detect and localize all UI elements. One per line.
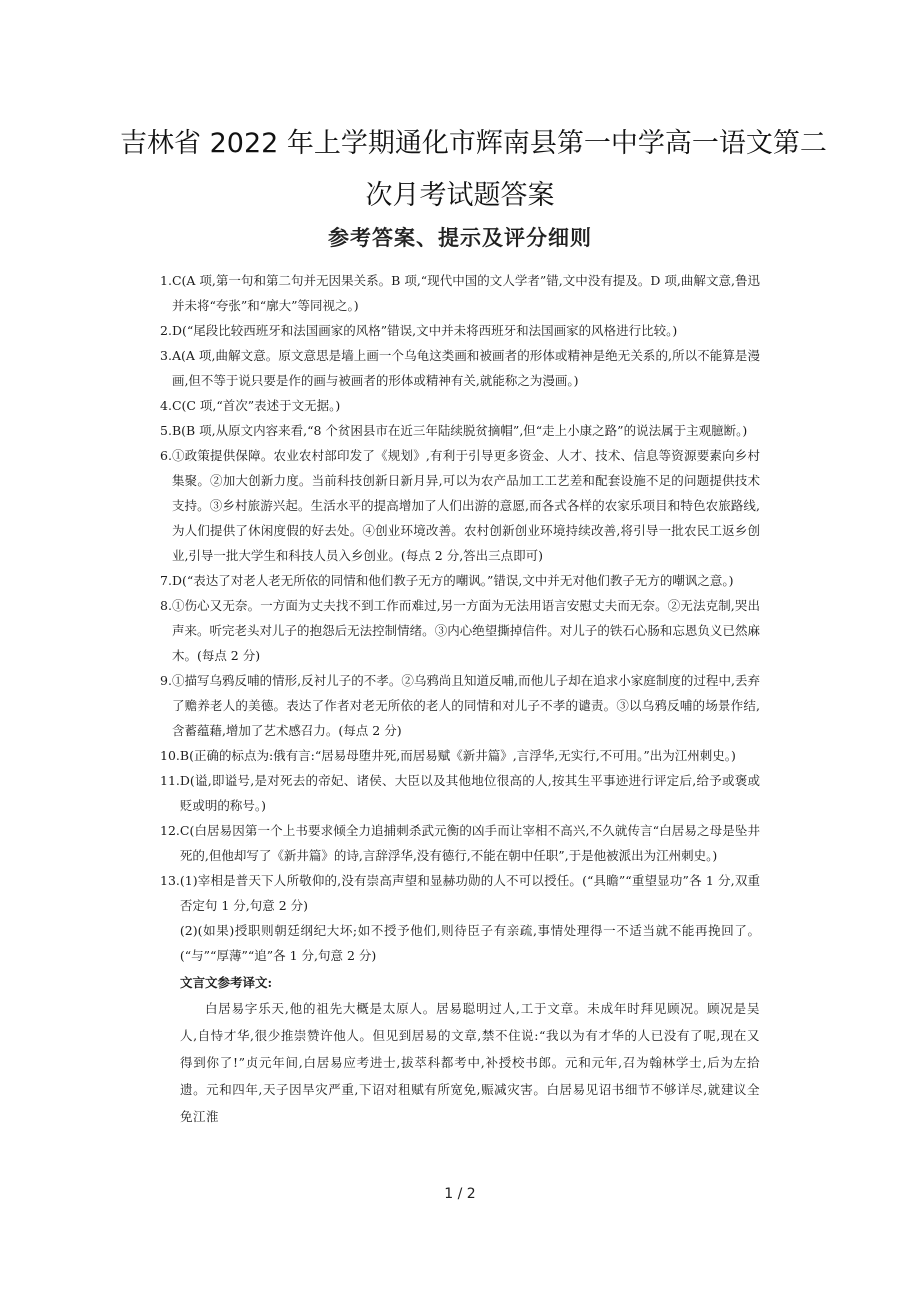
answer-13-part-1: (1)宰相是普天下人所敬仰的,没有崇高声望和显赫功勋的人不可以授任。(“具瞻”“重望显功”各 1 分,双重否定句 1 分,句意 2 分) (179, 873, 760, 913)
answer-number: 3. (160, 348, 172, 363)
answer-item-13 (160, 868, 760, 968)
answer-13-part-2: (2)(如果)授职则朝廷纲纪大坏;如不授予他们,则待臣子有亲疏,事情处理得一不适当就不能再挽回了。(“与”“厚薄”“追”各 1 分,句意 2 分) (179, 923, 760, 963)
answer-text: D(谥,即谥号,是对死去的帝妃、诸侯、大臣以及其他地位很高的人,按其生平事迹进行评定后,给予或褒或贬或明的称号。) (179, 773, 760, 813)
answer-item-5 (160, 418, 760, 443)
answer-number: 11. (160, 773, 180, 788)
title-line-1: 吉林省 2022 年上学期通化市辉南县第一中学高一语文第二 (120, 128, 827, 159)
answer-number: 1. (160, 273, 172, 288)
answer-item-10 (160, 743, 760, 768)
page-number: 1 / 2 (444, 1186, 476, 1202)
answer-text: ①伤心又无奈。一方面为丈夫找不到工作而难过,另一方面为无法用语言安慰丈夫而无奈。②无法克制,哭出声来。听完老头对儿子的抱怨后无法控制情绪。③内心绝望撕掉信件。对儿子的铁石心肠和忘恩负义已然麻木。(每点 2 分) (171, 598, 760, 663)
answer-item-2 (160, 318, 760, 343)
answer-number: 9. (160, 673, 172, 688)
answer-text: D(“尾段比较西班牙和法国画家的风格”错误,文中并未将西班牙和法国画家的风格进行比较。) (171, 323, 678, 338)
answer-number: 4. (160, 398, 172, 413)
answer-item-8 (160, 593, 760, 668)
answer-item-1 (160, 268, 760, 318)
answer-number: 7. (160, 573, 172, 588)
answer-item-12 (160, 818, 760, 868)
answer-text: D(“表达了对老人老无所依的同情和他们教子无方的嘲讽。”错误,文中并无对他们教子无方的嘲讽之意。) (171, 573, 734, 588)
answer-text: C(C 项,“首次”表述于文无据。) (171, 398, 341, 413)
answer-number: 2. (160, 323, 172, 338)
answer-item-4 (160, 393, 760, 418)
title-line-2: 次月考试题答案 (365, 180, 555, 211)
answer-text: B(正确的标点为:俄有言:“居易母堕井死,而居易赋《新井篇》,言浮华,无实行,不可用。”出为江州刺史。) (179, 748, 736, 763)
answer-text: A(A 项,曲解文意。原文意思是墙上画一个乌龟这类画和被画者的形体或精神是绝无关系的,所以不能算是漫画,但不等于说只要是作的画与被画者的形体或精神有关,就能称之为漫画。) (171, 348, 760, 388)
translation-body: 白居易字乐天,他的祖先大概是太原人。居易聪明过人,工于文章。未成年时拜见顾况。顾况是吴人,自恃才华,很少推崇赞许他人。但见到居易的文章,禁不住说:“我以为有才华的人已没有了呢,现在又得到你了!”贞元年间,白居易应考进士,拔萃科都考中,补授校书郎。元和元年,召为翰林学士,后为左拾遗。元和四年,天子因旱灾严重,下诏对租赋有所宽免,赈减灾害。白居易见诏书细节不够详尽,就建议全免江淮 (180, 1001, 760, 1124)
answer-number: 13. (160, 873, 180, 888)
answer-item-11 (160, 768, 760, 818)
answer-text: C(白居易因第一个上书要求倾全力追捕刺杀武元衡的凶手而让宰相不高兴,不久就传言“白居易之母是坠井死的,但他却写了《新井篇》的诗,言辞浮华,没有德行,不能在朝中任职”,于是他被派出为江州刺史。) (179, 823, 760, 863)
answer-text: B(B 项,从原文内容来看,“8 个贫困县市在近三年陆续脱贫摘帽”,但“走上小康之路”的说法属于主观臆断。) (171, 423, 748, 438)
answer-number: 5. (160, 423, 172, 438)
answer-text (180, 868, 760, 968)
answer-number: 12. (160, 823, 180, 838)
answer-text: ①描写乌鸦反哺的情形,反衬儿子的不孝。②乌鸦尚且知道反哺,而他儿子却在追求小家庭制度的过程中,丢弃了赡养老人的美德。表达了作者对老无所依的老人的同情和对儿子不孝的谴责。③以乌鸦反哺的场景作结,含蓄蕴藉,增加了艺术感召力。(每点 2 分) (171, 673, 760, 738)
answer-item-9 (160, 668, 760, 743)
subtitle: 参考答案、提示及评分细则 (328, 226, 592, 250)
answer-number: 10. (160, 748, 180, 763)
answer-text: C(A 项,第一句和第二句并无因果关系。B 项,“现代中国的文人学者”错,文中没有提及。D 项,曲解文意,鲁迅并未将“夸张”和“廓大”等同视之。) (171, 273, 760, 313)
translation-heading: 文言文参考译文: (180, 975, 273, 990)
answer-item-7 (160, 568, 760, 593)
answer-number: 6. (160, 448, 172, 463)
answer-list (160, 268, 760, 1130)
answer-item-6 (160, 443, 760, 568)
answer-item-3 (160, 343, 760, 393)
answer-text: ①政策提供保障。农业农村部印发了《规划》,有利于引导更多资金、人才、技术、信息等资源要素向乡村集聚。②加大创新力度。当前科技创新日新月异,可以为农产品加工工艺差和配套设施不足的问题提供技术支持。③乡村旅游兴起。生活水平的提高增加了人们出游的意愿,而各式各样的农家乐项目和特色农旅路线,为人们提供了休闲度假的好去处。④创业环境改善。农村创新创业环境持续改善,将引导一批农民工返乡创业,引导一批大学生和科技人员入乡创业。(每点 2 分,答出三点即可) (171, 448, 760, 563)
document-title (120, 118, 827, 222)
answer-number: 8. (160, 598, 172, 613)
